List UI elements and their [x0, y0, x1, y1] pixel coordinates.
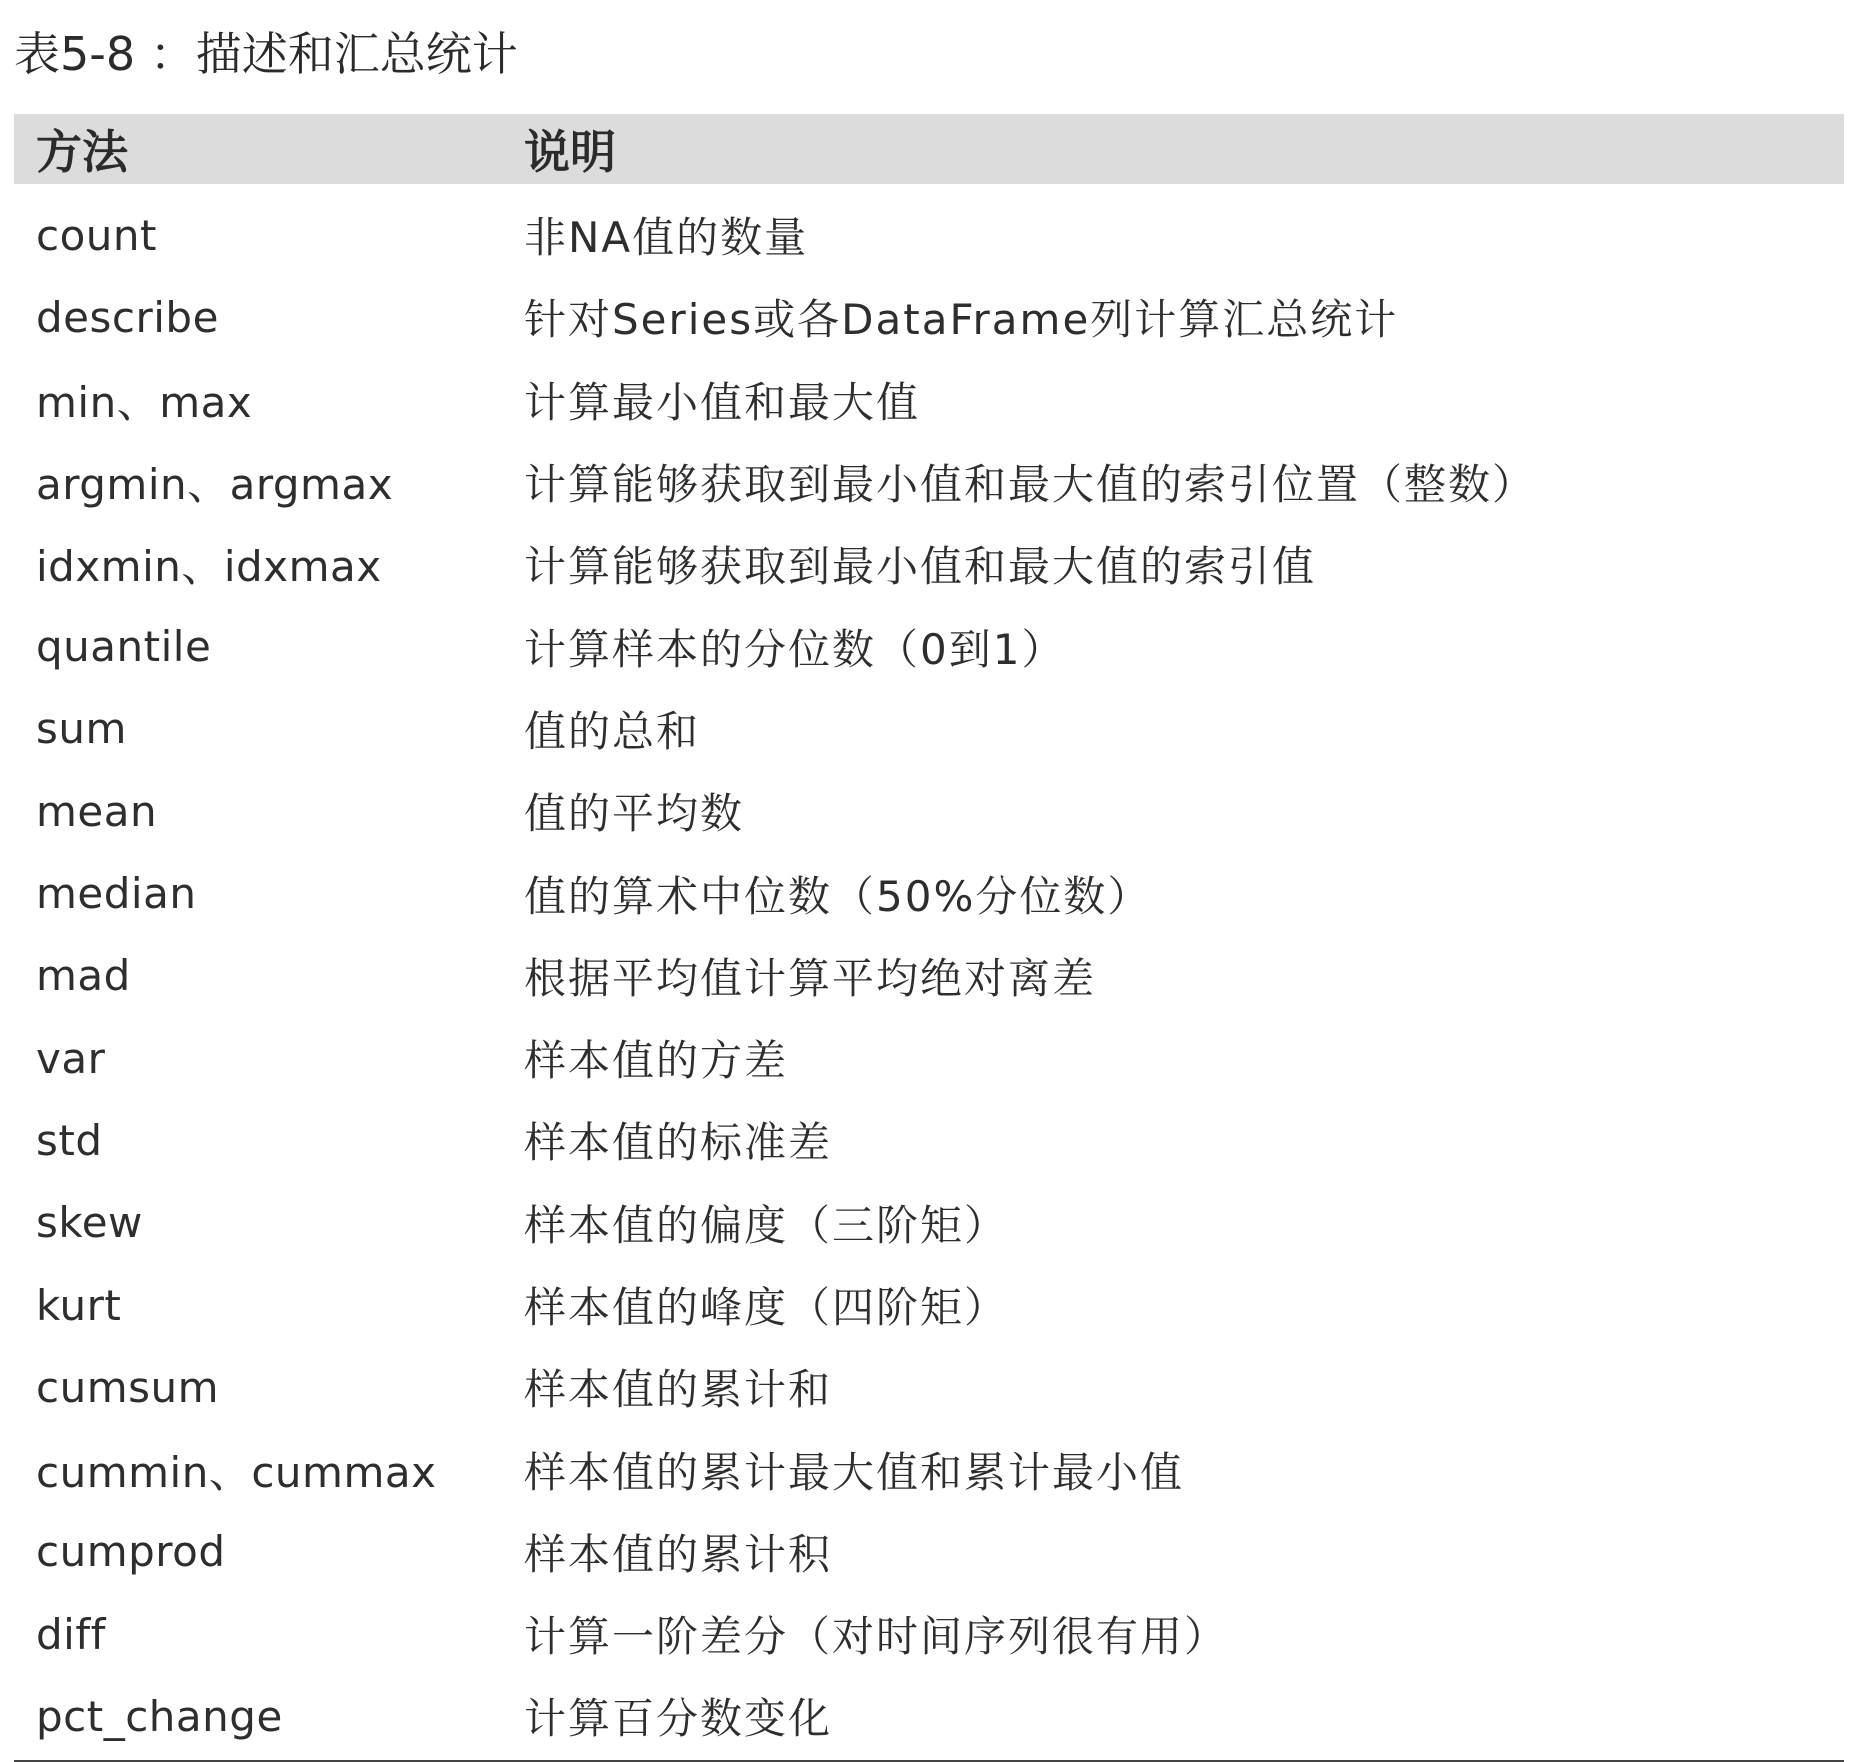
table-row: [14, 852, 1844, 934]
table-row: [14, 770, 1844, 852]
table-body: [14, 184, 1844, 1758]
table-bottom-rule: [14, 1760, 1844, 1762]
method-cell: sum: [36, 704, 127, 754]
table-row: [14, 1346, 1844, 1428]
table-row: [14, 688, 1844, 770]
table-row: [14, 1511, 1844, 1593]
table-row: [14, 935, 1844, 1017]
description-cell: 计算最小值和最大值: [524, 377, 921, 427]
method-cell: idxmin、idxmax: [36, 542, 382, 592]
method-cell: mean: [36, 786, 158, 836]
table-row: [14, 1099, 1844, 1181]
table-row: [14, 1017, 1844, 1099]
description-cell: 计算能够获取到最小值和最大值的索引位置（整数）: [524, 460, 1537, 510]
description-cell: 样本值的偏度（三阶矩）: [524, 1200, 1009, 1250]
method-cell: diff: [36, 1609, 106, 1659]
method-cell: count: [36, 210, 157, 260]
method-cell: describe: [36, 292, 219, 342]
header-description: 说明: [524, 125, 616, 179]
header-method: 方法: [36, 125, 128, 179]
description-cell: 值的平均数: [524, 789, 745, 839]
table-row: [14, 1182, 1844, 1264]
method-cell: cumsum: [36, 1362, 220, 1412]
description-cell: 样本值的累计最大值和累计最小值: [524, 1447, 1185, 1497]
description-cell: 计算样本的分位数（0到1）: [524, 624, 1066, 674]
description-cell: 非NA值的数量: [524, 213, 809, 263]
table-row: [14, 194, 1844, 276]
table-row: [14, 359, 1844, 441]
description-cell: 样本值的累计积: [524, 1529, 833, 1579]
method-cell: pct_change: [36, 1691, 283, 1741]
table-row: [14, 1593, 1844, 1675]
table-row: [14, 276, 1844, 358]
table-row: [14, 605, 1844, 687]
method-cell: var: [36, 1033, 106, 1083]
description-cell: 根据平均值计算平均绝对离差: [524, 953, 1097, 1003]
method-cell: mad: [36, 951, 131, 1001]
description-cell: 计算一阶差分（对时间序列很有用）: [524, 1612, 1229, 1662]
method-cell: cumprod: [36, 1527, 226, 1577]
description-cell: 计算能够获取到最小值和最大值的索引值: [524, 542, 1317, 592]
table-row: [14, 1264, 1844, 1346]
method-cell: quantile: [36, 622, 212, 672]
description-cell: 计算百分数变化: [524, 1694, 833, 1744]
method-cell: min、max: [36, 377, 253, 427]
table-row: [14, 1675, 1844, 1757]
description-cell: 值的算术中位数（50%分位数）: [524, 871, 1152, 921]
stats-table: [14, 114, 1844, 1762]
method-cell: argmin、argmax: [36, 460, 394, 510]
table-row: [14, 523, 1844, 605]
method-cell: cummin、cummax: [36, 1447, 437, 1497]
method-cell: kurt: [36, 1280, 122, 1330]
description-cell: 值的总和: [524, 706, 701, 756]
description-cell: 针对Series或各DataFrame列计算汇总统计: [524, 295, 1399, 345]
method-cell: skew: [36, 1198, 143, 1248]
table-header: [14, 114, 1844, 184]
description-cell: 样本值的标准差: [524, 1118, 833, 1168]
table-row: [14, 441, 1844, 523]
description-cell: 样本值的方差: [524, 1036, 789, 1086]
method-cell: median: [36, 869, 197, 919]
table-caption: 表5-8 ：描述和汇总统计: [14, 27, 518, 81]
method-cell: std: [36, 1115, 103, 1165]
description-cell: 样本值的累计和: [524, 1365, 833, 1415]
table-row: [14, 1428, 1844, 1510]
description-cell: 样本值的峰度（四阶矩）: [524, 1283, 1009, 1332]
